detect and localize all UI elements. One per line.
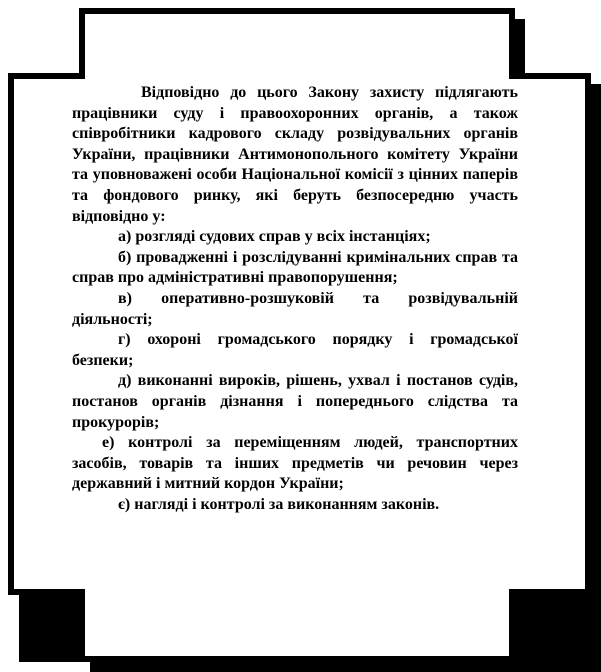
- document-text: [72, 83, 518, 515]
- list-item-g: г) охороні громадського порядку і громадської безпеки;: [72, 331, 518, 369]
- list-item-d: д) виконанні вироків, рішень, ухвал і постанов судів, постанов органів дізнання і попереднього слідства та прокурорів;: [72, 372, 518, 431]
- list-item-e: е) контролі за переміщенням людей, транспортних засобів, товарів та інших предметів чи речовин через державний і митний кордон України;: [72, 434, 518, 493]
- intro-paragraph: Відповідно до цього Закону захисту підлягають працівники суду і правоохоронних органів, а також співробітники кадрового складу розвідувальних органів України, працівники Антимонопольного комітету України та уповноважені особи Національної комісії з цінних паперів та фондового ринку, які беруть безпосередню участь відповідно у:: [72, 84, 518, 225]
- list-item-v: в) оперативно-розшуковій та розвідувальній діяльності;: [72, 289, 518, 328]
- list-item-a: а) розгляді судових справ у всіх інстанціях;: [118, 228, 431, 246]
- list-item-b: б) провадженні і розслідуванні кримінальних справ та справ про адміністративні правопорушення;: [72, 248, 518, 287]
- list-item-ye: є) нагляді і контролі за виконанням законів.: [118, 495, 440, 513]
